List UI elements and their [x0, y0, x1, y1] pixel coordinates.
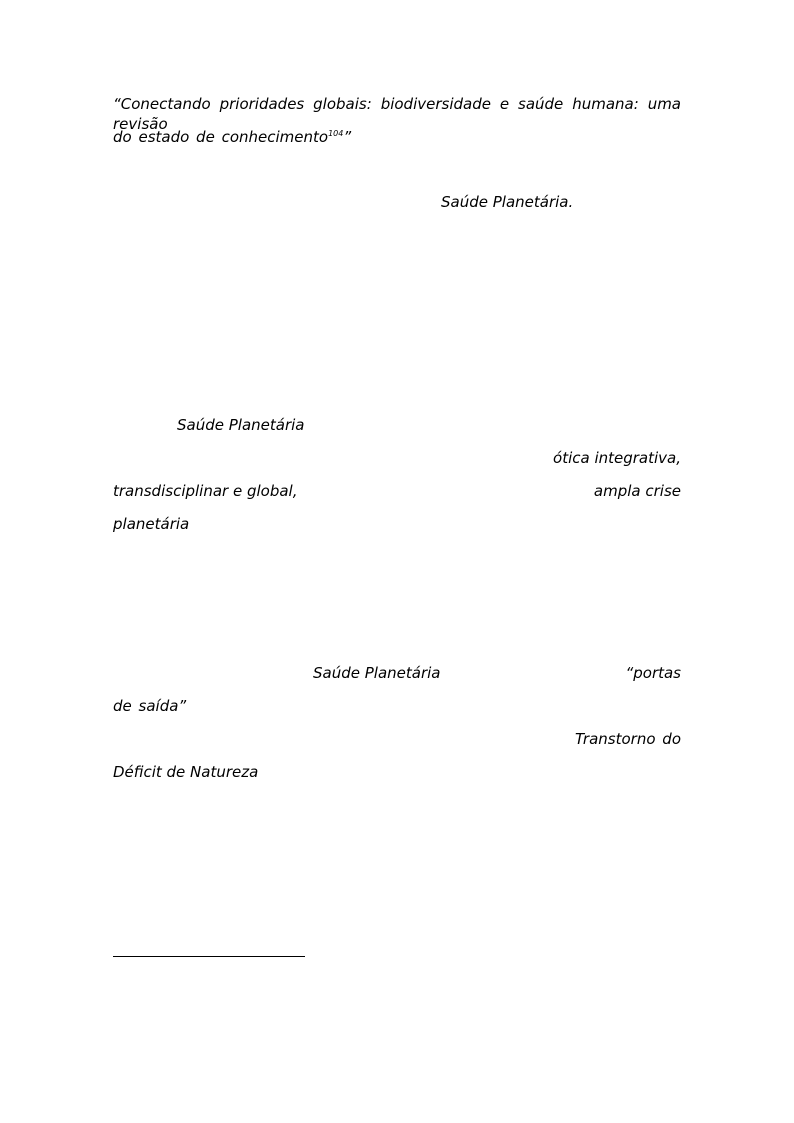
exit-doors-phrase-end: de saída”	[113, 697, 187, 715]
planetary-health-term-2: Saúde Planetária	[177, 416, 305, 434]
nature-deficit-phrase-end: Déficit de Natureza	[113, 763, 259, 781]
planetary-health-term-1: Saúde Planetária.	[441, 193, 574, 211]
integrative-optics-phrase: ótica integrativa,	[553, 449, 681, 467]
footnote-separator	[113, 956, 305, 957]
broad-crisis-phrase: ampla crise	[593, 482, 681, 500]
transdisciplinary-phrase: transdisciplinar e global,	[113, 482, 298, 500]
footnote-reference: 104	[328, 129, 344, 138]
nature-deficit-phrase-start: Transtorno do	[574, 730, 681, 748]
planetary-word: planetária	[113, 515, 190, 533]
quoted-title-line-2	[113, 127, 351, 147]
quoted-title-line-2-text: do estado de conhecimento	[113, 128, 329, 146]
quoted-title-line-1: “Conectando prioridades globais: biodiversidade e saúde humana: uma revisão	[113, 95, 681, 133]
exit-doors-phrase-start: “portas	[625, 664, 681, 682]
quoted-title-close-quote: ”	[343, 128, 352, 146]
planetary-health-term-3: Saúde Planetária	[313, 664, 441, 682]
